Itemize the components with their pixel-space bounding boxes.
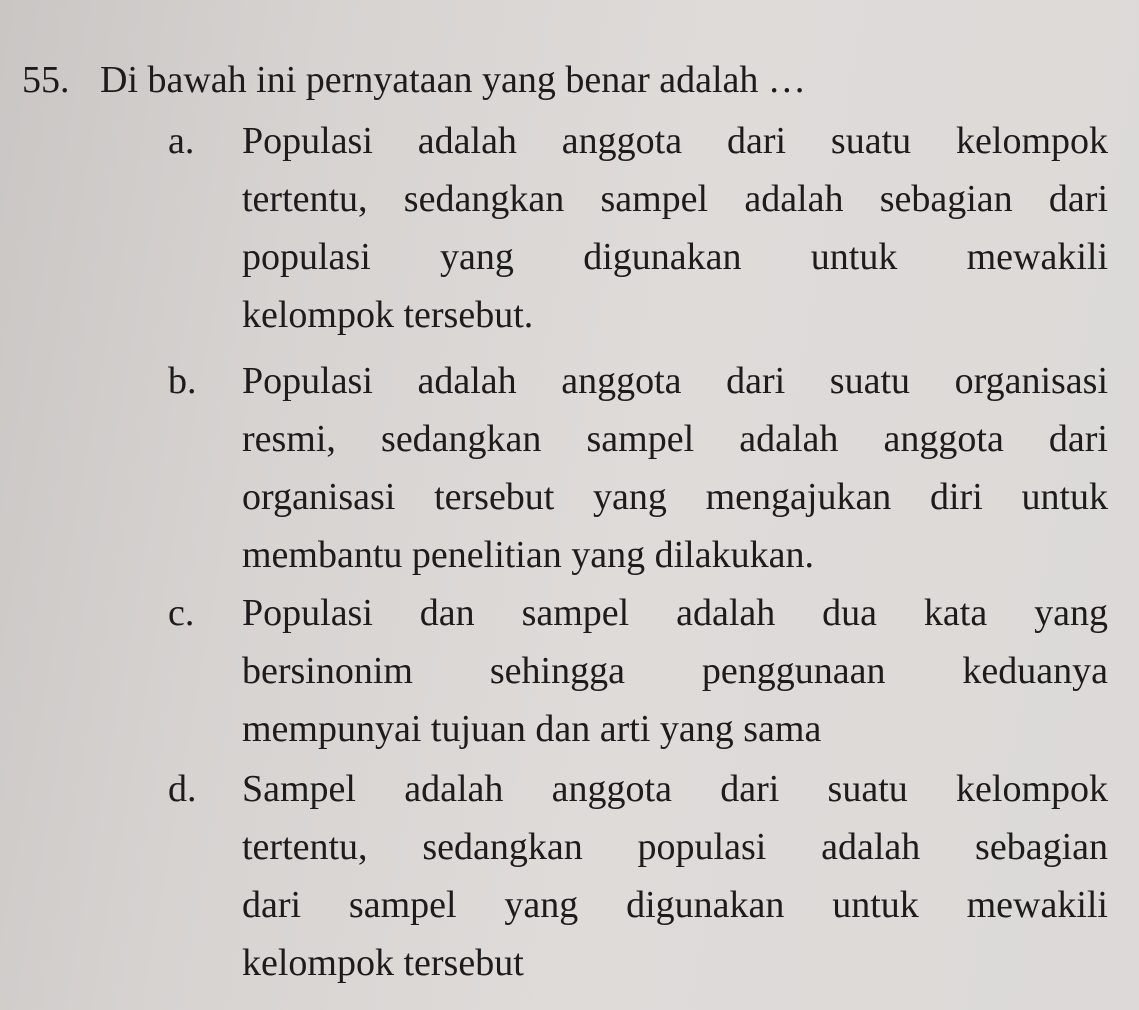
question-number: 55. bbox=[22, 59, 70, 101]
option-line: mempunyai tujuan dan arti yang sama bbox=[242, 708, 822, 750]
question-text: Di bawah ini pernyataan yang benar adalah … bbox=[100, 59, 806, 101]
option-a[interactable] bbox=[168, 112, 1108, 344]
option-line: tertentu, sedangkan populasi adalah sebagian bbox=[242, 826, 1108, 868]
question-stem bbox=[22, 52, 1122, 108]
option-c[interactable] bbox=[168, 584, 1108, 758]
option-b[interactable] bbox=[168, 352, 1108, 584]
option-d[interactable] bbox=[168, 760, 1108, 992]
option-line: membantu penelitian yang dilakukan. bbox=[242, 534, 814, 576]
option-letter: c. bbox=[168, 592, 195, 634]
option-line: Populasi adalah anggota dari suatu organisasi bbox=[242, 360, 1108, 402]
option-letter: b. bbox=[168, 360, 197, 402]
option-line: Populasi dan sampel adalah dua kata yang bbox=[242, 592, 1108, 634]
option-line: kelompok tersebut bbox=[242, 942, 524, 984]
option-line: resmi, sedangkan sampel adalah anggota dari bbox=[242, 418, 1108, 460]
option-line: Sampel adalah anggota dari suatu kelompok bbox=[242, 768, 1108, 810]
option-letter: d. bbox=[168, 768, 197, 810]
option-line: tertentu, sedangkan sampel adalah sebagian dari bbox=[242, 178, 1108, 220]
option-line: organisasi tersebut yang mengajukan diri untuk bbox=[242, 476, 1108, 518]
option-line: populasi yang digunakan untuk mewakili bbox=[242, 236, 1108, 278]
option-letter: a. bbox=[168, 120, 195, 162]
option-line: kelompok tersebut. bbox=[242, 294, 534, 336]
option-line: bersinonim sehingga penggunaan keduanya bbox=[242, 650, 1108, 692]
option-line: Populasi adalah anggota dari suatu kelompok bbox=[242, 120, 1108, 162]
option-line: dari sampel yang digunakan untuk mewakili bbox=[242, 884, 1108, 926]
